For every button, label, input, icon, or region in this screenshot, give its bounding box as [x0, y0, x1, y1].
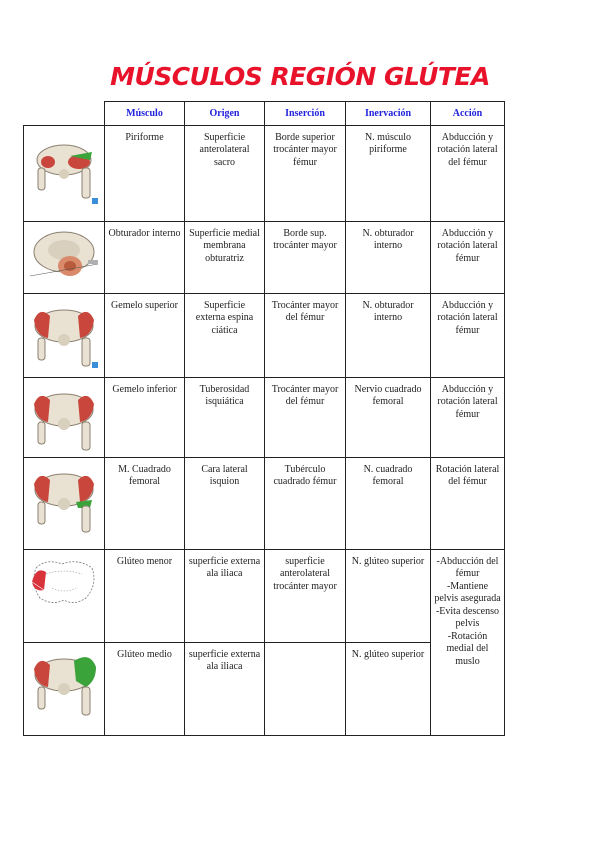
cell-insercion: superficie anterolateral trocánter mayor	[265, 549, 346, 642]
image-cell	[24, 377, 105, 457]
pelvis-gluteo-medio-illustration	[26, 647, 102, 719]
accion-line: -Abducción del fémur	[436, 555, 499, 579]
cell-inervacion: N. músculo piriforme	[346, 125, 431, 221]
cell-origen: superficie externa ala iliaca	[185, 642, 265, 735]
pelvis-obturador-interno-illustration	[26, 226, 102, 288]
cell-inervacion: N. glúteo superior	[346, 549, 431, 642]
cell-musculo: M. Cuadrado femoral	[105, 457, 185, 549]
cell-musculo: Obturador interno	[105, 221, 185, 293]
image-cell	[24, 125, 105, 221]
table-row	[24, 457, 505, 549]
page-title: MÚSCULOS REGIÓN GLÚTEA	[110, 62, 490, 91]
table-row	[24, 549, 505, 642]
cell-accion: Abducción y rotación lateral fémur	[431, 221, 505, 293]
cell-musculo: Gemelo superior	[105, 293, 185, 377]
cell-origen: Superficie medial membrana obturatriz	[185, 221, 265, 293]
cell-origen: Superficie externa espina ciática	[185, 293, 265, 377]
pelvis-piriforme-illustration	[26, 130, 102, 206]
header-insercion: Inserción	[265, 102, 346, 126]
pelvis-cuadrado-femoral-illustration	[26, 462, 102, 534]
image-cell	[24, 293, 105, 377]
accion-line: -Evita descenso pelvis	[435, 605, 500, 629]
cell-musculo: Glúteo menor	[105, 549, 185, 642]
table-row	[24, 125, 505, 221]
muscles-table	[23, 101, 505, 736]
cell-accion: Abducción y rotación lateral fémur	[431, 377, 505, 457]
cell-insercion: Tubérculo cuadrado fémur	[265, 457, 346, 549]
header-musculo: Músculo	[105, 102, 185, 126]
header-inervacion: Inervación	[346, 102, 431, 126]
table-row	[24, 293, 505, 377]
cell-insercion: Trocánter mayor del fémur	[265, 377, 346, 457]
table-row	[24, 221, 505, 293]
cell-origen: Tuberosidad isquiática	[185, 377, 265, 457]
cell-origen: Cara lateral isquion	[185, 457, 265, 549]
cell-inervacion: N. glúteo superior	[346, 642, 431, 735]
cell-accion-merged	[431, 549, 505, 735]
image-cell	[24, 642, 105, 735]
cell-origen: Superficie anterolateral sacro	[185, 125, 265, 221]
cell-accion: Rotación lateral del fémur	[431, 457, 505, 549]
cell-inervacion: N. obturador interno	[346, 221, 431, 293]
cell-musculo: Glúteo medio	[105, 642, 185, 735]
table-header-row	[24, 102, 505, 126]
cell-inervacion: N. cuadrado femoral	[346, 457, 431, 549]
cell-insercion: Borde superior trocánter mayor fémur	[265, 125, 346, 221]
cell-musculo: Gemelo inferior	[105, 377, 185, 457]
cell-accion: Abducción y rotación lateral del fémur	[431, 125, 505, 221]
image-cell	[24, 549, 105, 642]
cell-musculo: Piriforme	[105, 125, 185, 221]
header-accion: Acción	[431, 102, 505, 126]
cell-origen: superficie externa ala iliaca	[185, 549, 265, 642]
cell-insercion: Borde sup. trocánter mayor	[265, 221, 346, 293]
image-cell	[24, 457, 105, 549]
pelvis-gemelo-superior-illustration	[26, 298, 102, 370]
image-cell	[24, 221, 105, 293]
table-row	[24, 377, 505, 457]
accion-line: -Mantiene pelvis asegurada	[434, 580, 501, 604]
cell-inervacion: N. obturador interno	[346, 293, 431, 377]
cell-accion: Abducción y rotación lateral fémur	[431, 293, 505, 377]
accion-line: -Rotación medial del muslo	[446, 630, 489, 667]
pelvis-gluteo-menor-sketch	[26, 554, 102, 610]
cell-insercion	[265, 642, 346, 735]
header-image-cell	[24, 102, 105, 126]
pelvis-gemelo-inferior-illustration	[26, 382, 102, 452]
header-origen: Origen	[185, 102, 265, 126]
cell-insercion: Trocánter mayor del fémur	[265, 293, 346, 377]
cell-inervacion: Nervio cuadrado femoral	[346, 377, 431, 457]
